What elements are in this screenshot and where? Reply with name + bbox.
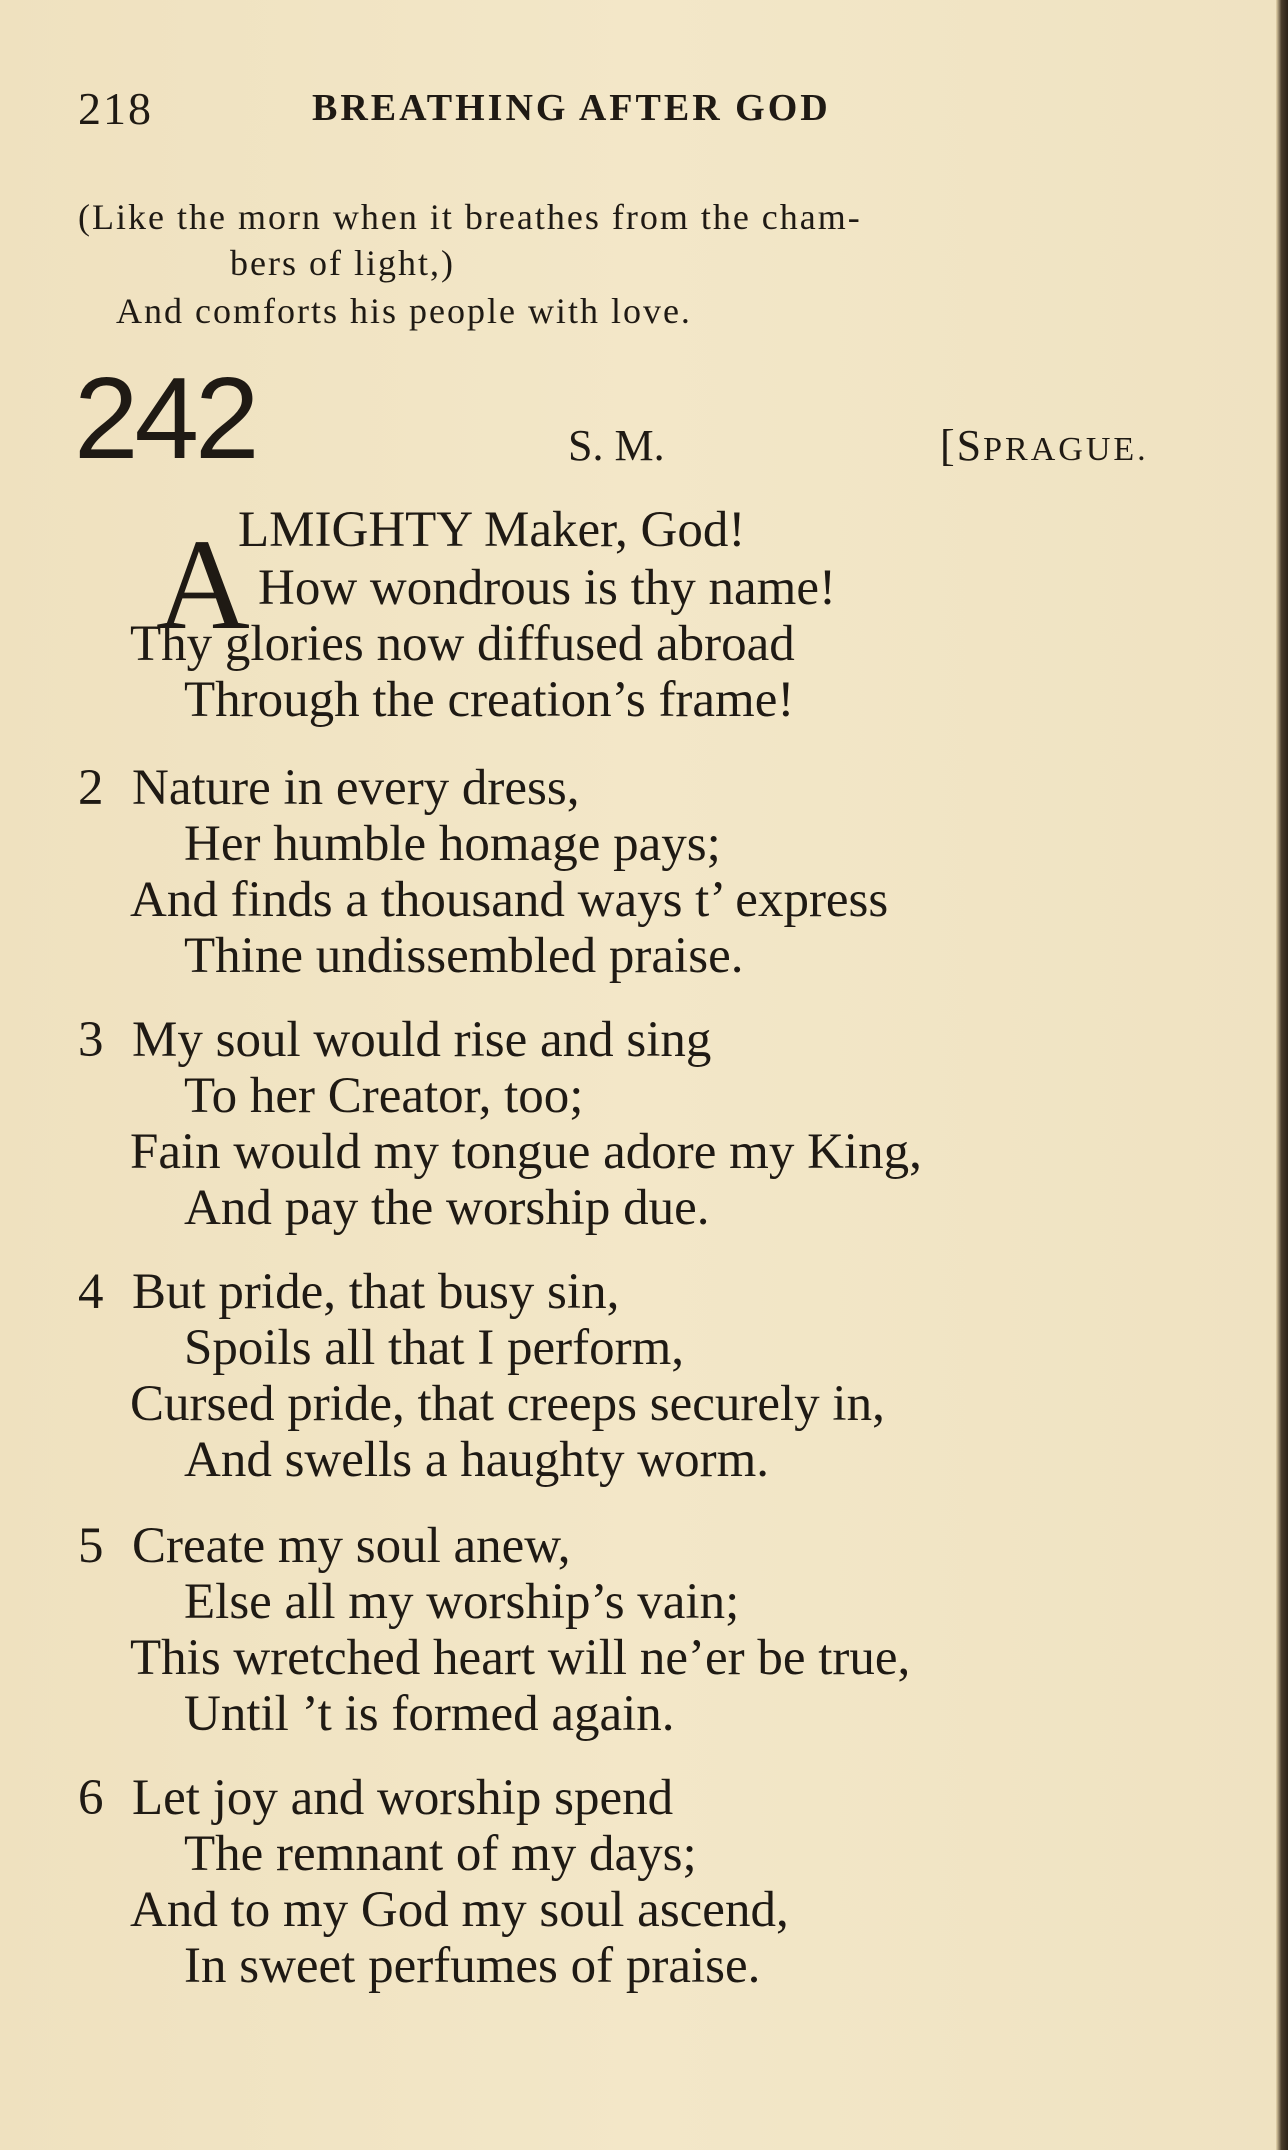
running-title: BREATHING AFTER GOD: [312, 87, 831, 129]
stanza-3-number: 3: [78, 1012, 104, 1068]
stanza-2-line-2: Her humble homage pays;: [184, 816, 721, 872]
stanza-4-line-3: Cursed pride, that creeps securely in,: [130, 1376, 885, 1432]
previous-hymn-line-2: bers of light,): [230, 243, 455, 283]
stanza-5-line-1: Create my soul anew,: [132, 1518, 571, 1574]
page-edge-shadow: [1276, 0, 1288, 2150]
stanza-3-line-2: To her Creator, too;: [184, 1068, 584, 1124]
stanza-1-line-1: LMIGHTY Maker, God!: [238, 502, 746, 558]
stanza-2-line-1: Nature in every dress,: [132, 760, 580, 816]
previous-hymn-line-1: (Like the morn when it breathes from the cham-: [78, 197, 862, 237]
stanza-2-line-3: And finds a thousand ways t’ express: [130, 872, 889, 928]
stanza-2-number: 2: [78, 760, 104, 816]
stanza-6-line-3: And to my God my soul ascend,: [130, 1882, 789, 1938]
stanza-1-line-3: Thy glories now diffused abroad: [130, 616, 795, 672]
stanza-6-line-1: Let joy and worship spend: [132, 1770, 674, 1826]
stanza-4-number: 4: [78, 1264, 104, 1320]
composer-smallcaps: PRAGUE.: [983, 431, 1149, 468]
stanza-3-line-3: Fain would my tongue adore my King,: [130, 1124, 922, 1180]
stanza-2-line-4: Thine undissembled praise.: [184, 928, 744, 984]
hymn-number: 242: [74, 353, 256, 483]
stanza-5-line-4: Until ’t is formed again.: [184, 1686, 675, 1742]
stanza-4-line-4: And swells a haughty worm.: [184, 1432, 770, 1488]
stanza-4-line-1: But pride, that busy sin,: [132, 1264, 620, 1320]
stanza-5-number: 5: [78, 1518, 104, 1574]
previous-hymn-line-3: And comforts his people with love.: [116, 291, 692, 331]
page-number: 218: [78, 83, 153, 134]
stanza-5-line-3: This wretched heart will ne’er be true,: [130, 1630, 911, 1686]
drop-cap: A: [156, 513, 250, 657]
composer-bracket: [S: [940, 421, 984, 470]
hymn-composer: [940, 420, 1149, 471]
hymn-meter: S. M.: [568, 421, 665, 470]
stanza-1-line-4: Through the creation’s frame!: [184, 672, 795, 728]
stanza-6-line-4: In sweet perfumes of praise.: [184, 1938, 761, 1994]
stanza-3-line-1: My soul would rise and sing: [132, 1012, 712, 1068]
stanza-6-line-2: The remnant of my days;: [184, 1826, 697, 1882]
stanza-4-line-2: Spoils all that I perform,: [184, 1320, 684, 1376]
stanza-6-number: 6: [78, 1770, 104, 1826]
stanza-5-line-2: Else all my worship’s vain;: [184, 1574, 740, 1630]
stanza-1-line-2: How wondrous is thy name!: [258, 560, 836, 616]
stanza-3-line-4: And pay the worship due.: [184, 1180, 710, 1236]
